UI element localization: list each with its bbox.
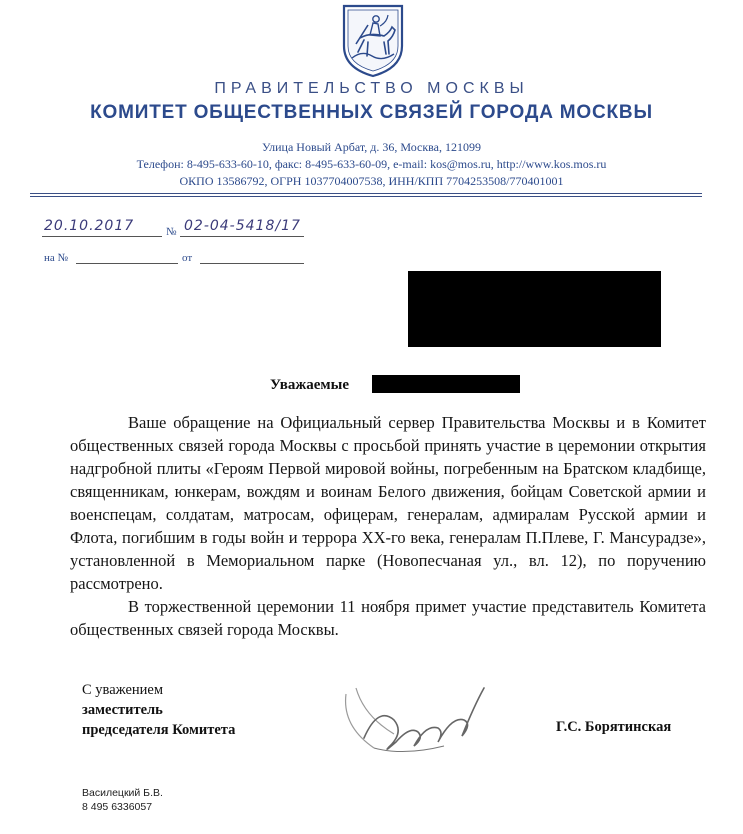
signer-title-line1: заместитель: [82, 702, 163, 718]
committee-registry: ОКПО 13586792, ОГРН 1037704007538, ИНН/КПП 7704253508/770401001: [179, 174, 564, 188]
executor-name: Василецкий Б.В.: [82, 787, 163, 799]
signer-name: Г.С. Борятинская: [556, 719, 672, 735]
executor-phone: 8 495 6336057: [82, 801, 153, 813]
reference-number-blank: [76, 263, 178, 264]
greeting-name-redacted: [372, 375, 520, 393]
committee-title: КОМИТЕТ ОБЩЕСТВЕННЫХ СВЯЗЕЙ ГОРОДА МОСКВЫ: [90, 102, 653, 123]
document-number-label: №: [166, 226, 177, 238]
greeting: Уважаемые: [270, 377, 349, 393]
committee-contacts: Телефон: 8-495-633-60-10, факс: 8-495-633-60-09, e-mail: kos@mos.ru, http://www.kos.mos.ru: [136, 157, 607, 171]
letter-paragraph: Ваше обращение на Официальный сервер Правительства Москвы и в Комитет общественных связей города Москвы с просьбой принять участие в церемонии открытия надгробной плиты «Героям Первой мировой войны, погребенным на Братском кладбище, священникам, юнкерам, вождям и воинам Белого движения, бойцам Советской армии и военспецам, солдатам, матросам, офицерам, генералам, адмиралам Русской армии и Флота, погибшим в годы войн и террора ХХ-го века, генералам П.Плеве, Г. Мансурадзе», установленной в Мемориальном парке (Новопесчаная ул., вл. 12), по поручению рассмотрено.: [70, 413, 706, 593]
reference-from-label: от: [182, 252, 193, 264]
executor-info: [82, 786, 163, 814]
closing-phrase: С уважением: [82, 682, 164, 698]
committee-address: Улица Новый Арбат, д. 36, Москва, 121099: [261, 140, 481, 154]
document-date: 20.10.2017: [44, 218, 135, 234]
recipient-redacted: [408, 271, 661, 347]
letter-body: [70, 411, 706, 641]
number-underline: [180, 236, 304, 237]
moscow-coat-of-arms-icon: [340, 2, 406, 78]
government-title: ПРАВИТЕЛЬСТВО МОСКВЫ: [214, 80, 529, 97]
signer-title-line2: председателя Комитета: [82, 722, 236, 738]
header-rule-bottom: [30, 196, 702, 197]
letter-paragraph: В торжественной церемонии 11 ноября примет участие представитель Комитета общественных связей города Москвы.: [70, 597, 706, 639]
reference-date-blank: [200, 263, 304, 264]
document-number: 02-04-5418/17: [184, 218, 301, 234]
date-underline: [42, 236, 162, 237]
signature-block: [82, 680, 235, 740]
reference-number-label: на №: [44, 252, 69, 264]
signature-icon: [334, 676, 504, 776]
header-rule-top: [30, 193, 702, 194]
